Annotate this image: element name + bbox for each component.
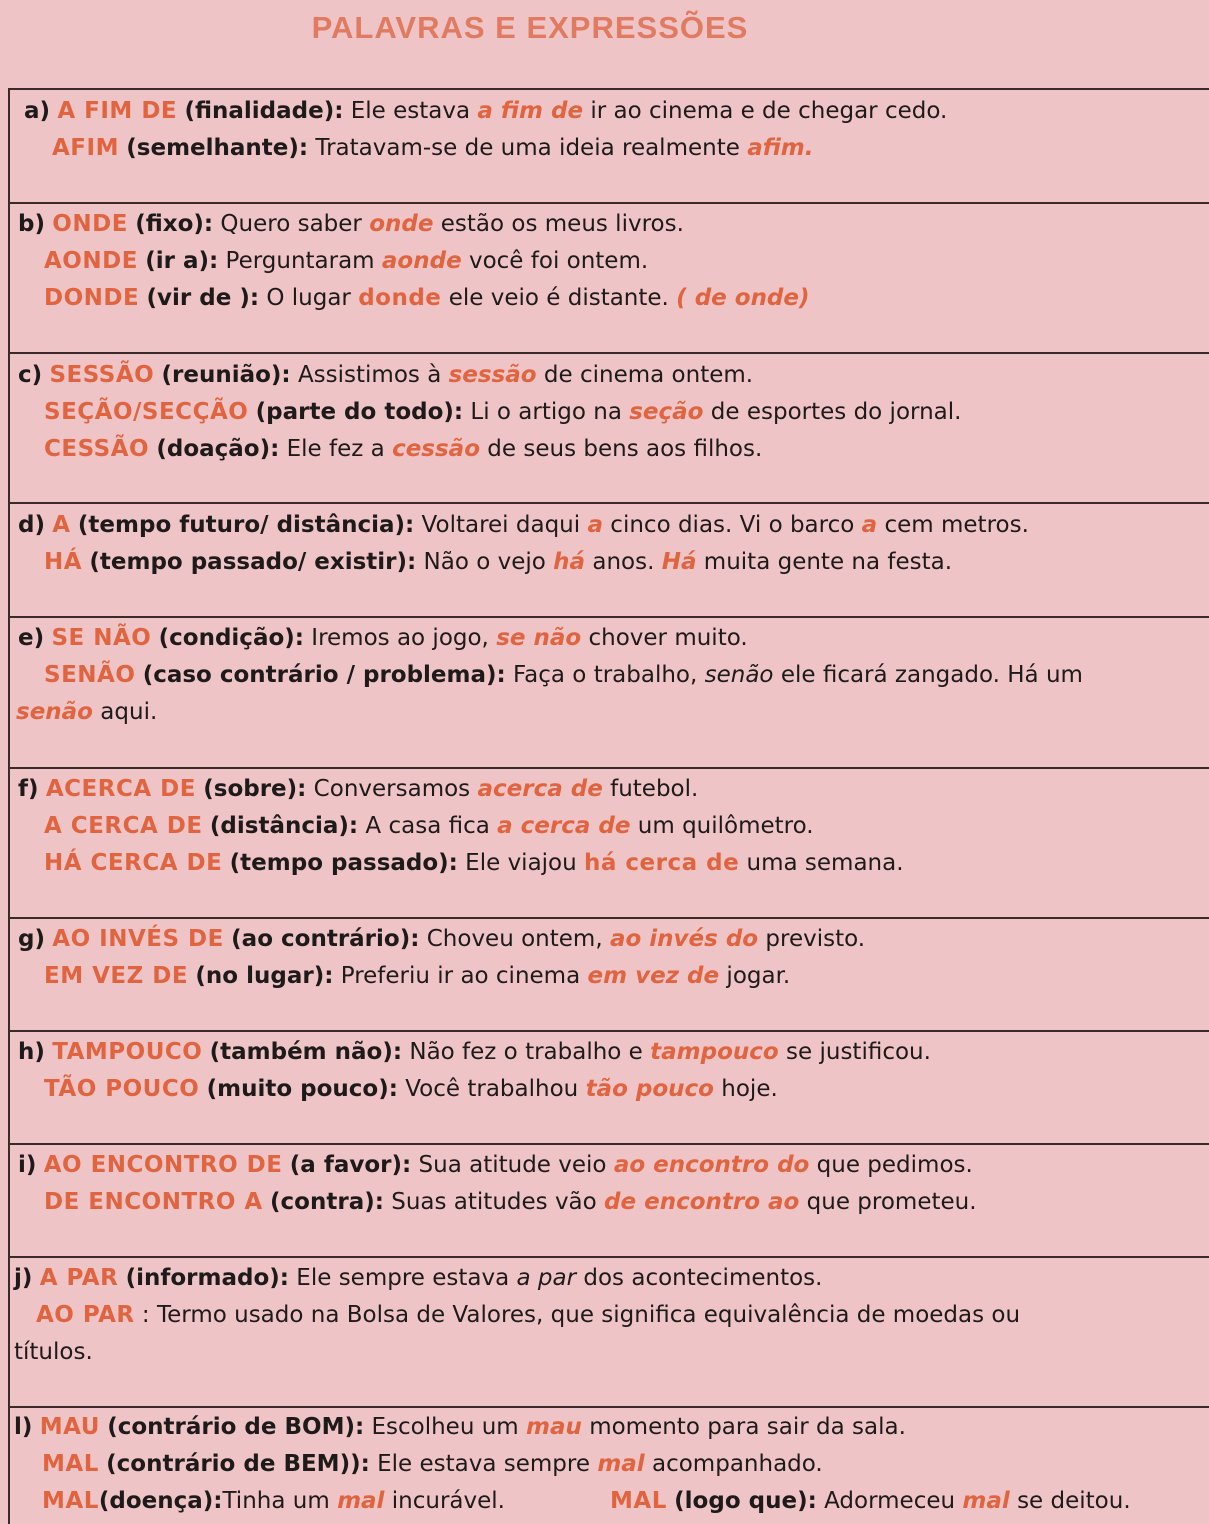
entry-d-line-1: d) A (tempo futuro/ distância): Voltarei daqui a cinco dias. Vi o barco a cem metros. <box>18 512 1029 538</box>
entry-c-line-2: SEÇÃO/SECÇÃO (parte do todo): Li o artigo na seção de esportes do jornal. <box>44 399 962 425</box>
page-title: PALAVRAS E EXPRESSÕES <box>311 10 749 45</box>
entry-e-line-3: senão aqui. <box>16 699 158 725</box>
entry-l-line-1: l) MAU (contrário de BOM): Escolheu um mau momento para sair da sala. <box>14 1414 906 1440</box>
entry-h-line-2: TÃO POUCO (muito pouco): Você trabalhou tão pouco hoje. <box>44 1076 778 1102</box>
entry-b-line-2: AONDE (ir a): Perguntaram aonde você foi ontem. <box>44 248 649 274</box>
entry-g-line-2: EM VEZ DE (no lugar): Preferiu ir ao cinema em vez de jogar. <box>44 963 791 989</box>
entry-b-line-3: DONDE (vir de ): O lugar donde ele veio é distante. ( de onde) <box>44 285 810 311</box>
entry-i-line-1: i) AO ENCONTRO DE (a favor): Sua atitude veio ao encontro do que pedimos. <box>18 1152 973 1178</box>
entry-l-line-3b: MAL (logo que): Adormeceu mal se deitou. <box>610 1488 1131 1514</box>
divider-g <box>8 917 1209 919</box>
entry-g-line-1: g) AO INVÉS DE (ao contrário): Choveu ontem, ao invés do previsto. <box>18 926 866 952</box>
entry-l-line-3: MAL(doença):Tinha um mal incurável. <box>42 1488 505 1514</box>
entry-b-line-1: b) ONDE (fixo): Quero saber onde estão os meus livros. <box>18 211 684 237</box>
divider-h <box>8 1030 1209 1032</box>
entry-e-line-1: e) SE NÃO (condição): Iremos ao jogo, se não chover muito. <box>18 625 748 651</box>
entry-a-line-2: AFIM (semelhante): Tratavam-se de uma ideia realmente afim. <box>52 135 814 161</box>
divider-l <box>8 1406 1209 1408</box>
entry-d-line-2: HÁ (tempo passado/ existir): Não o vejo há anos. Há muita gente na festa. <box>44 549 953 575</box>
divider-d <box>8 502 1209 504</box>
entry-f-line-3: HÁ CERCA DE (tempo passado): Ele viajou há cerca de uma semana. <box>44 850 904 876</box>
entry-h-line-1: h) TAMPOUCO (também não): Não fez o trabalho e tampouco se justificou. <box>18 1039 931 1065</box>
entry-j-line-3: títulos. <box>14 1339 93 1365</box>
entry-f-line-1: f) ACERCA DE (sobre): Conversamos acerca de futebol. <box>18 776 699 802</box>
entry-f-line-2: A CERCA DE (distância): A casa fica a cerca de um quilômetro. <box>44 813 814 839</box>
entry-e-line-2: SENÃO (caso contrário / problema): Faça o trabalho, senão ele ficará zangado. Há um <box>44 662 1083 688</box>
divider-j <box>8 1256 1209 1258</box>
entry-j-line-2: AO PAR : Termo usado na Bolsa de Valores, que significa equivalência de moedas ou <box>36 1302 1021 1328</box>
entry-i-line-2: DE ENCONTRO A (contra): Suas atitudes vão de encontro ao que prometeu. <box>44 1189 977 1215</box>
entry-c-line-1: c) SESSÃO (reunião): Assistimos à sessão de cinema ontem. <box>18 362 754 388</box>
divider-c <box>8 352 1209 354</box>
entry-l-line-2: MAL (contrário de BEM)): Ele estava sempre mal acompanhado. <box>42 1451 823 1477</box>
divider-e <box>8 616 1209 618</box>
left-border <box>8 88 10 1524</box>
entry-c-line-3: CESSÃO (doação): Ele fez a cessão de seus bens aos filhos. <box>44 436 763 462</box>
divider-b <box>8 202 1209 204</box>
divider-i <box>8 1143 1209 1145</box>
entry-a-line-1: a) A FIM DE (finalidade): Ele estava a fim de ir ao cinema e de chegar cedo. <box>24 98 948 124</box>
divider-a <box>8 88 1209 90</box>
divider-f <box>8 767 1209 769</box>
entry-j-line-1: j) A PAR (informado): Ele sempre estava a par dos acontecimentos. <box>14 1265 823 1291</box>
